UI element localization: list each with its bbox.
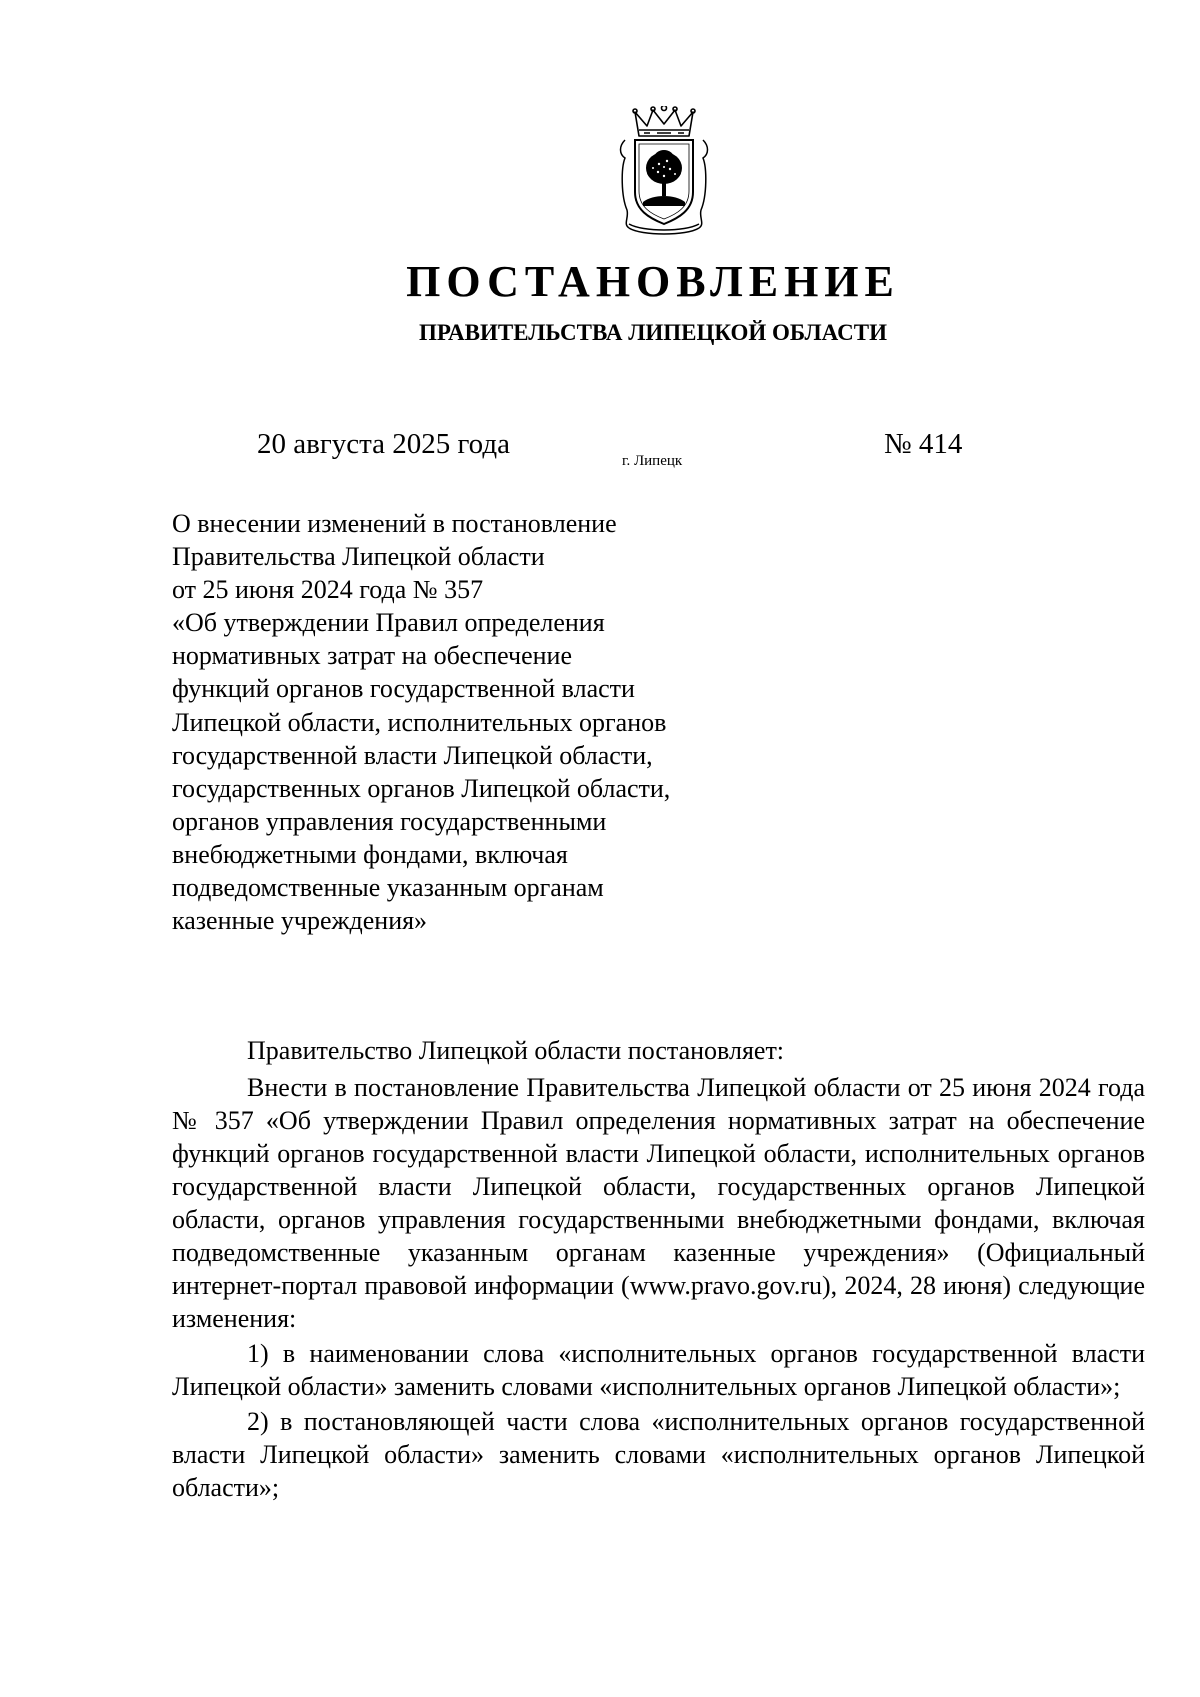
body-item-2-paragraph: 2) в постановляющей части слова «исполнительных органов государственной власти Липецкой области» заменить словами «исполнительных органов Липецкой области»;	[172, 1407, 1145, 1502]
subject-line: Липецкой области, исполнительных органов	[172, 707, 667, 737]
body-intro-paragraph: Правительство Липецкой области постановляет:	[247, 1036, 785, 1065]
subject-line: «Об утверждении Правил определения	[172, 608, 605, 638]
body-main-paragraph: Внести в постановление Правительства Липецкой области от 25 июня 2024 года № 357 «Об утверждении Правил определения нормативных затрат на обеспечение функций органов государственной власти Липецкой области, исполнительных органов государственной власти Липецкой области, государственных органов Липецкой области, органов управления государственными внебюджетными фондами, включая подведомственные указанным органам казенные учреждения» (Официальный интернет-портал правовой информации (www.pravo.gov.ru), 2024, 28 июня) следующие изменения:	[172, 1073, 1145, 1333]
document-subject	[172, 507, 752, 937]
document-date: 20 августа 2025 года	[257, 428, 510, 460]
subject-line: О внесении изменений в постановление	[172, 509, 617, 538]
subject-line: внебюджетными фондами, включая	[172, 839, 568, 869]
coat-of-arms-emblem	[617, 106, 711, 238]
subject-line: функций органов государственной власти	[172, 674, 635, 704]
body-item-1-paragraph: 1) в наименовании слова «исполнительных органов государственной власти Липецкой области» заменить словами «исполнительных органов Липецкой области»;	[172, 1339, 1145, 1401]
document-title: ПОСТАНОВЛЕНИЕ	[406, 257, 900, 306]
document-subtitle: ПРАВИТЕЛЬСТВА ЛИПЕЦКОЙ ОБЛАСТИ	[419, 320, 887, 345]
subject-line: государственной власти Липецкой области,	[172, 740, 653, 770]
subject-line: подведомственные указанным органам	[172, 873, 604, 903]
document-place: г. Липецк	[622, 453, 683, 469]
subject-line: нормативных затрат на обеспечение	[172, 641, 573, 671]
subject-line: Правительства Липецкой области	[172, 542, 545, 572]
document-body	[172, 1034, 1145, 1504]
subject-line: органов управления государственными	[172, 806, 607, 836]
subject-line: от 25 июня 2024 года № 357	[172, 575, 484, 605]
subject-line: государственных органов Липецкой области,	[172, 773, 671, 803]
document-number: № 414	[884, 428, 963, 460]
subject-line: казенные учреждения»	[172, 906, 428, 936]
